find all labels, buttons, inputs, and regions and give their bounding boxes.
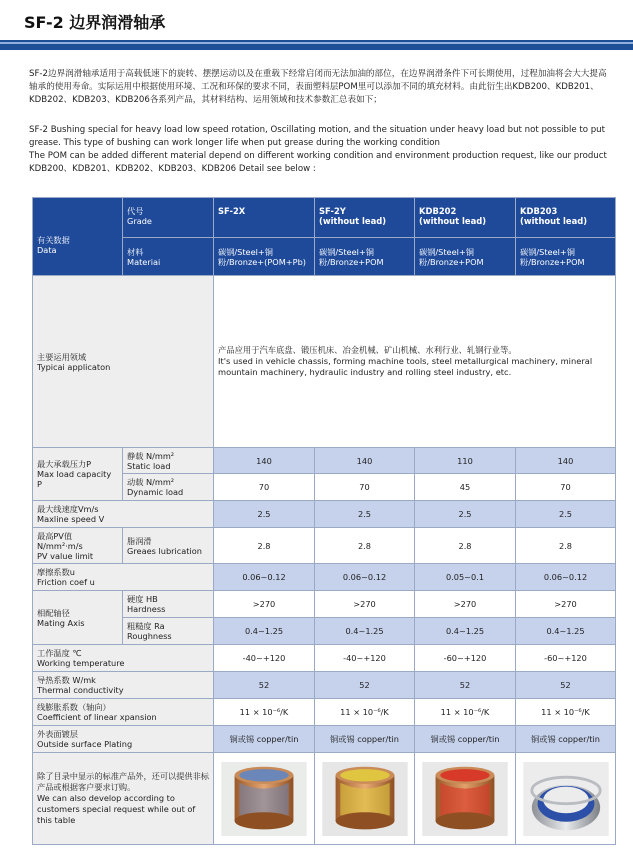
temperature-value: -40~+120: [315, 645, 415, 672]
material-header-cell: [123, 238, 214, 276]
temperature-value: -60~+120: [516, 645, 616, 672]
dynamic-load-value: 45: [415, 474, 516, 501]
product-image-cell: [315, 753, 415, 845]
plating-value: 铜或锡 copper/tin: [516, 726, 616, 753]
grade-col-3: [415, 198, 516, 238]
roughness-value: 0.4~1.25: [315, 618, 415, 645]
static-load-label-en: Static load: [127, 460, 171, 471]
max-speed-value: 2.5: [415, 501, 516, 528]
grade-sub: (without lead): [419, 216, 487, 226]
hardness-label-cell: [123, 591, 214, 618]
custom-note-cn: 除了目录中显示的标准产品外，还可以提供非标产品或根据客户要求订购。: [37, 771, 209, 792]
plating-label-en: Outside surface Plating: [37, 739, 133, 749]
hardness-value: >270: [415, 591, 516, 618]
dynamic-load-value: 70: [214, 474, 315, 501]
application-label-cell: [33, 276, 214, 448]
application-text-cn: 产品应用于汽车底盘、锻压机床、冶金机械、矿山机械、水利行业、轧钢行业等。: [218, 345, 517, 355]
static-load-label-cell: [123, 448, 214, 474]
static-load-value: 140: [315, 448, 415, 474]
temperature-label-cell: [33, 645, 214, 672]
page-title: SF-2 边界润滑轴承: [24, 13, 166, 32]
hardness-value: >270: [214, 591, 315, 618]
expansion-value: 11 × 10⁻⁶/K: [516, 699, 616, 726]
pv-sub-label-en: Greaes lubrication: [127, 545, 202, 556]
thermal-label-cell: [33, 672, 214, 699]
static-load-label-cn: 静载 N/mm²: [127, 450, 175, 461]
pv-label-en: PV value limit: [37, 550, 94, 561]
friction-label-en: Friction coef u: [37, 577, 95, 587]
plating-value: 铜或锡 copper/tin: [214, 726, 315, 753]
max-speed-label-cn: 最大线速度Vm/s: [37, 504, 99, 514]
grade-header-cell: [123, 198, 214, 238]
dynamic-load-value: 70: [315, 474, 415, 501]
pv-label-unit: N/mm²·m/s: [37, 540, 83, 551]
friction-label-cell: [33, 564, 214, 591]
expansion-label-cell: [33, 699, 214, 726]
static-load-value: 110: [415, 448, 516, 474]
roughness-value: 0.4~1.25: [415, 618, 516, 645]
data-label-en: Data: [37, 244, 57, 255]
intro-chinese: [29, 68, 613, 107]
grade-label-cn: 代号: [127, 206, 144, 216]
roughness-value: 0.4~1.25: [214, 618, 315, 645]
expansion-label-cn: 线膨胀系数（轴向）: [37, 702, 111, 712]
pv-label-cn: 最高PV值: [37, 530, 73, 541]
roughness-label-cell: [123, 618, 214, 645]
thermal-value: 52: [214, 672, 315, 699]
mating-label-cell: [33, 591, 123, 645]
material-label-en: Materiai: [127, 256, 161, 267]
expansion-label-en: Coefficient of linear xpansion: [37, 712, 157, 722]
temperature-value: -60~+120: [415, 645, 516, 672]
hardness-label-cn: 硬度 HB: [127, 594, 158, 604]
material-cell: 碳钢/Steel+铜粉/Bronze+POM: [415, 238, 516, 276]
grade-code: SF-2X: [218, 206, 246, 216]
roughness-label-cn: 粗糙度 Ra: [127, 621, 165, 631]
max-load-label-en: Max load capacity P: [37, 469, 112, 489]
hardness-value: >270: [516, 591, 616, 618]
bushing-image-sf2y: [322, 762, 408, 836]
max-speed-value: 2.5: [516, 501, 616, 528]
expansion-value: 11 × 10⁻⁶/K: [415, 699, 516, 726]
application-text-en: It's used in vehicle chassis, forming machine tools, steel metallurgical machinery, mineral mountain machinery, hydraulic industry and rolling steel industry, etc.: [218, 356, 593, 377]
friction-value: 0.06~0.12: [516, 564, 616, 591]
pv-sub-label-cell: [123, 528, 214, 564]
thermal-value: 52: [315, 672, 415, 699]
application-label-en: Typicai applicaton: [37, 361, 111, 372]
product-image-cell: [516, 753, 616, 845]
max-load-label-cn: 最大承载压力P: [37, 459, 92, 469]
plating-value: 铜或锡 copper/tin: [415, 726, 516, 753]
static-load-value: 140: [214, 448, 315, 474]
bushing-image-sf2x: [221, 762, 307, 836]
plating-value: 铜或锡 copper/tin: [315, 726, 415, 753]
product-image-cell: [415, 753, 516, 845]
material-cell: 碳钢/Steel+铜粉/Bronze+POM: [516, 238, 616, 276]
friction-label-cn: 摩擦系数u: [37, 567, 75, 577]
max-speed-label-en: Maxline speed V: [37, 514, 105, 524]
friction-value: 0.05~0.1: [415, 564, 516, 591]
application-text-cell: [214, 276, 616, 448]
thermal-label-cn: 导热系数 W/mk: [37, 675, 96, 685]
material-cell: 碳钢/Steel+铜粉/Bronze+POM: [315, 238, 415, 276]
product-image-cell: [214, 753, 315, 845]
data-label-cn: 有关数据: [37, 234, 70, 245]
pv-value: 2.8: [516, 528, 616, 564]
grade-code: KDB202: [419, 206, 457, 216]
static-load-value: 140: [516, 448, 616, 474]
grade-sub: (without lead): [520, 216, 588, 226]
dynamic-load-label-cn: 动载 N/mm²: [127, 477, 175, 487]
grade-col-1: [214, 198, 315, 238]
roughness-value: 0.4~1.25: [516, 618, 616, 645]
grade-label-en: Grade: [127, 216, 152, 226]
thermal-label-en: Thermal conductivity: [37, 685, 124, 695]
dynamic-load-value: 70: [516, 474, 616, 501]
max-speed-value: 2.5: [214, 501, 315, 528]
max-speed-value: 2.5: [315, 501, 415, 528]
friction-value: 0.06~0.12: [214, 564, 315, 591]
pv-value: 2.8: [415, 528, 516, 564]
temperature-value: -40~+120: [214, 645, 315, 672]
intro-en-text-1: SF-2 Bushing special for heavy load low speed rotation, Oscillating motion, and the situation under heavy load but not possible to put grease. This type of bushing can work longer life when put grease during the working condition: [29, 125, 605, 148]
title-divider: [0, 40, 633, 50]
expansion-value: 11 × 10⁻⁶/K: [315, 699, 415, 726]
custom-note-en: We can also develop according to customers special request while out of this table: [37, 793, 196, 825]
data-header-cell: [33, 198, 123, 276]
bushing-image-kdb203: [523, 762, 609, 836]
mating-label-cn: 相配轴径: [37, 607, 70, 618]
grade-code: SF-2Y: [319, 206, 346, 216]
friction-value: 0.06~0.12: [315, 564, 415, 591]
dynamic-load-label-cell: [123, 474, 214, 501]
plating-label-cn: 外表面镀层: [37, 729, 78, 739]
bushing-image-kdb202: [422, 762, 508, 836]
pv-sub-label-cn: 脂润滑: [127, 535, 152, 546]
hardness-label-en: Hardness: [127, 604, 166, 614]
material-label-cn: 材料: [127, 246, 144, 257]
expansion-value: 11 × 10⁻⁶/K: [214, 699, 315, 726]
grade-sub: (without lead): [319, 216, 387, 226]
pv-value: 2.8: [315, 528, 415, 564]
mating-label-en: Mating Axis: [37, 617, 85, 628]
roughness-label-en: Roughness: [127, 631, 172, 641]
dynamic-load-label-en: Dynamic load: [127, 487, 184, 497]
hardness-value: >270: [315, 591, 415, 618]
temperature-label-cn: 工作温度 ℃: [37, 648, 82, 658]
custom-note-cell: [33, 753, 214, 845]
max-load-label-cell: [33, 448, 123, 501]
thermal-value: 52: [516, 672, 616, 699]
thermal-value: 52: [415, 672, 516, 699]
spec-table: [32, 197, 616, 845]
intro-cn-text: SF-2边界润滑轴承适用于高载低速下的旋转、摆摆运动以及在重载下经常启闭而无法加油的部位，在边界润滑条件下可长期使用，过程加油将会大大提高轴承的使用寿命。实际运用中根据使用环境、工况和环保的要求不同，表面塑料层POM里可以添加不同的填充材料。由此衍生出KDB200、KDB201、KDB202、KDB203、KDB206各系列产品，其材料结构、运用领域和技术参数汇总表如下；: [29, 69, 607, 105]
material-cell: 碳钢/Steel+铜粉/Bronze+(POM+Pb): [214, 238, 315, 276]
pv-value: 2.8: [214, 528, 315, 564]
max-speed-label-cell: [33, 501, 214, 528]
spec-table-wrapper: [32, 197, 615, 851]
plating-label-cell: [33, 726, 214, 753]
intro-english: [29, 124, 613, 176]
application-label-cn: 主要运用领域: [37, 351, 87, 362]
pv-label-cell: [33, 528, 123, 564]
temperature-label-en: Working temperature: [37, 658, 125, 668]
grade-code: KDB203: [520, 206, 558, 216]
grade-col-2: [315, 198, 415, 238]
intro-en-text-2: The POM can be added different material depend on different working condition and environment production request, like our product KDB200、KDB201、KDB202、KDB203、KDB206 Detail see below :: [29, 151, 607, 174]
grade-col-4: [516, 198, 616, 238]
